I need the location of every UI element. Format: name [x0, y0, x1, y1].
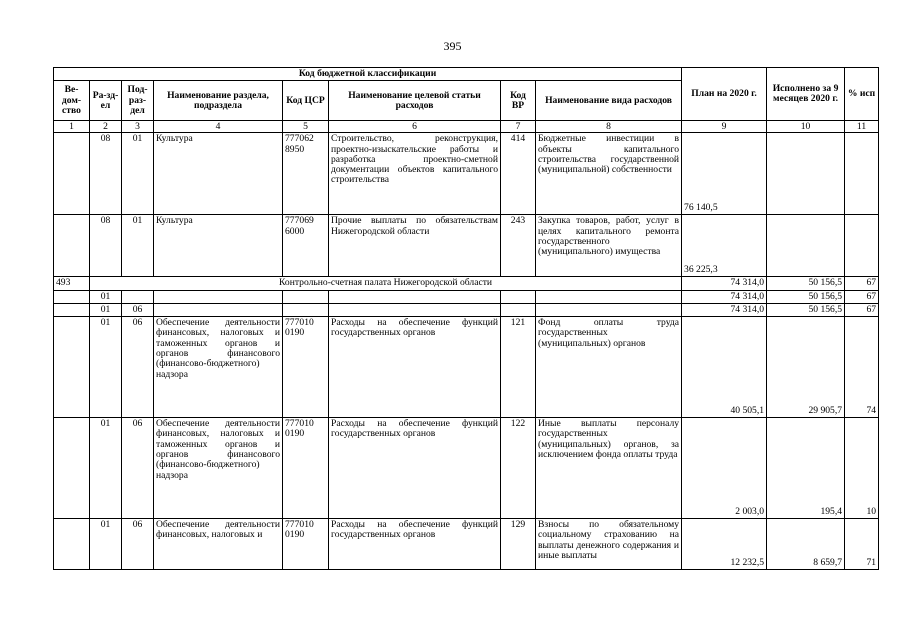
name-cell: Обеспечение деятельности финансовых, налоговых и таможенных органов и органов финансового (финансово-бюджетного) надзора: [154, 317, 283, 418]
table-row: [54, 215, 879, 277]
exec-cell: 195,4: [767, 418, 845, 519]
exec-cell: [767, 215, 845, 277]
col-kod-csr-header: Код ЦСР: [283, 81, 329, 121]
col-number: 1: [54, 121, 90, 133]
ved-cell: [54, 133, 90, 215]
podrazdel-cell: 06: [122, 303, 154, 316]
budget-table: [53, 67, 879, 570]
plan-cell: 74 314,0: [682, 290, 767, 303]
csr-cell: 777010 0190: [283, 317, 329, 418]
plan-cell: 74 314,0: [682, 277, 767, 290]
col-kod-vr-header: Код ВР: [501, 81, 536, 121]
csr-cell: 777010 0190: [283, 418, 329, 519]
ved-cell: [54, 215, 90, 277]
name-cell: Культура: [154, 133, 283, 215]
empty-cell: [501, 303, 536, 316]
empty-cell: [329, 290, 501, 303]
vid-cell: Взносы по обязательному социальному страхованию на выплаты денежного содержания и иные выплаты: [536, 519, 682, 570]
empty-cell: [54, 290, 90, 303]
pct-cell: [845, 215, 879, 277]
table-row: [54, 277, 879, 290]
ved-cell: [54, 317, 90, 418]
podrazdel-cell: 01: [122, 215, 154, 277]
col-number: 2: [90, 121, 122, 133]
col-plan-header: План на 2020 г.: [682, 68, 767, 121]
name-cell: Обеспечение деятельности финансовых, налоговых и: [154, 519, 283, 570]
plan-cell: 40 505,1: [682, 317, 767, 418]
table-row: [54, 133, 879, 215]
empty-cell: [536, 290, 682, 303]
pct-cell: 67: [845, 303, 879, 316]
razdel-cell: 01: [90, 418, 122, 519]
csr-cell: 777010 0190: [283, 519, 329, 570]
razdel-cell: 08: [90, 133, 122, 215]
ved-cell: [54, 519, 90, 570]
exec-cell: 8 659,7: [767, 519, 845, 570]
table-row: [54, 317, 879, 418]
table-row: [54, 290, 879, 303]
target-cell: Расходы на обеспечение функций государственных органов: [329, 519, 501, 570]
name-cell: Обеспечение деятельности финансовых, налоговых и таможенных органов и органов финансового (финансово-бюджетного) надзора: [154, 418, 283, 519]
empty-cell: [283, 303, 329, 316]
empty-cell: [329, 303, 501, 316]
col-name-razdel-header: Наименование раздела, подраздела: [154, 81, 283, 121]
empty-cell: [501, 290, 536, 303]
plan-cell: 2 003,0: [682, 418, 767, 519]
col-number: 3: [122, 121, 154, 133]
group-header: Код бюджетной классификации: [54, 68, 682, 81]
vr-cell: 122: [501, 418, 536, 519]
pct-cell: 10: [845, 418, 879, 519]
col-number: 4: [154, 121, 283, 133]
csr-cell: 777069 6000: [283, 215, 329, 277]
exec-cell: 50 156,5: [767, 277, 845, 290]
target-cell: Прочие выплаты по обязательствам Нижегородской области: [329, 215, 501, 277]
vr-cell: 243: [501, 215, 536, 277]
col-number: 8: [536, 121, 682, 133]
razdel-cell: 01: [90, 290, 122, 303]
pct-cell: 67: [845, 277, 879, 290]
col-number: 5: [283, 121, 329, 133]
empty-cell: [54, 303, 90, 316]
vid-cell: Фонд оплаты труда государственных (муниципальных) органов: [536, 317, 682, 418]
plan-cell: 12 232,5: [682, 519, 767, 570]
table-row: [54, 418, 879, 519]
empty-cell: [154, 303, 283, 316]
target-cell: Расходы на обеспечение функций государственных органов: [329, 317, 501, 418]
plan-cell: 36 225,3: [682, 215, 767, 277]
empty-cell: [122, 290, 154, 303]
plan-cell: 76 140,5: [682, 133, 767, 215]
table-row: [54, 303, 879, 316]
empty-cell: [283, 290, 329, 303]
col-name-target-header: Наименование целевой статьи расходов: [329, 81, 501, 121]
pct-cell: 71: [845, 519, 879, 570]
col-number: 7: [501, 121, 536, 133]
razdel-cell: 01: [90, 303, 122, 316]
pct-cell: 74: [845, 317, 879, 418]
target-cell: Расходы на обеспечение функций государственных органов: [329, 418, 501, 519]
podrazdel-cell: 01: [122, 133, 154, 215]
podrazdel-cell: 06: [122, 418, 154, 519]
exec-cell: 50 156,5: [767, 303, 845, 316]
exec-cell: 50 156,5: [767, 290, 845, 303]
col-number: 6: [329, 121, 501, 133]
vid-cell: Закупка товаров, работ, услуг в целях капитального ремонта государственного (муниципального) имущества: [536, 215, 682, 277]
col-name-vid-header: Наименование вида расходов: [536, 81, 682, 121]
razdel-cell: 01: [90, 519, 122, 570]
csr-cell: 777062 8950: [283, 133, 329, 215]
empty-cell: [154, 290, 283, 303]
target-cell: Строительство, реконструкция, проектно-изыскательские работы и разработка проектно-сметной документации объектов капитального строительства: [329, 133, 501, 215]
col-percent-header: % исп: [845, 68, 879, 121]
col-number: 10: [767, 121, 845, 133]
col-vedomstvo-header: Ве-дом-ство: [54, 81, 90, 121]
col-number: 9: [682, 121, 767, 133]
podrazdel-cell: 06: [122, 317, 154, 418]
empty-cell: [536, 303, 682, 316]
podrazdel-cell: 06: [122, 519, 154, 570]
col-executed-header: Исполнено за 9 месяцев 2020 г.: [767, 68, 845, 121]
exec-cell: 29 905,7: [767, 317, 845, 418]
razdel-cell: 01: [90, 317, 122, 418]
name-cell: Культура: [154, 215, 283, 277]
razdel-cell: 08: [90, 215, 122, 277]
exec-cell: [767, 133, 845, 215]
vr-cell: 129: [501, 519, 536, 570]
vid-cell: Бюджетные инвестиции в объекты капитального строительства государственной (муниципальной) собственности: [536, 133, 682, 215]
organization-title: Контрольно-счетная палата Нижегородской области: [90, 277, 682, 290]
vid-cell: Иные выплаты персоналу государственных (муниципальных) органов, за исключением фонда оплаты труда: [536, 418, 682, 519]
pct-cell: 67: [845, 290, 879, 303]
plan-cell: 74 314,0: [682, 303, 767, 316]
pct-cell: [845, 133, 879, 215]
col-number: 11: [845, 121, 879, 133]
ved-cell: [54, 418, 90, 519]
col-razdel-header: Ра-зд-ел: [90, 81, 122, 121]
ved-cell: 493: [54, 277, 90, 290]
col-podrazdel-header: Под-раз-дел: [122, 81, 154, 121]
vr-cell: 414: [501, 133, 536, 215]
page-number: 395: [443, 39, 462, 53]
table-row: [54, 519, 879, 570]
vr-cell: 121: [501, 317, 536, 418]
